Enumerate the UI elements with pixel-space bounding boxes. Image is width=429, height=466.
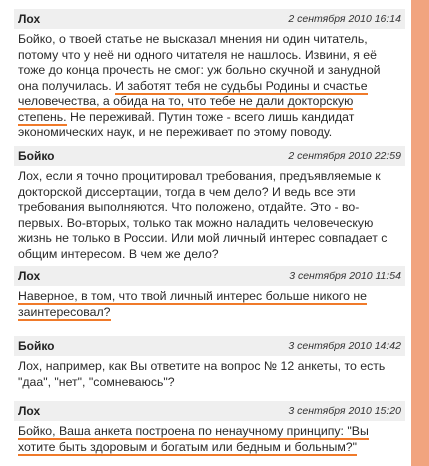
comment-line: тоже до конца прочесть не смог: уж больно скучной и занудной [18, 63, 381, 77]
comment-date: 2 сентября 2010 22:59 [288, 150, 401, 162]
comment-line: экономических наук, и не переживает по этому поводу. [18, 125, 333, 139]
comment-line: Лох, например, как Вы ответите на вопрос № 12 анкеты, то есть [18, 359, 386, 373]
comment-body [0, 421, 405, 455]
highlighted-quote: Бойко, Ваша анкета построена по ненаучному принципу: "Вы [18, 424, 369, 438]
comment-header [14, 266, 405, 286]
decorative-side-stripe [411, 0, 429, 466]
comment-item [0, 146, 405, 262]
comment-body [0, 356, 405, 390]
comment-item [0, 266, 405, 320]
comment-line [18, 424, 401, 440]
comment-item [0, 9, 405, 141]
comment-line [18, 289, 401, 305]
comment-body [0, 29, 405, 141]
highlighted-quote: степень. [18, 109, 67, 124]
comment-line: степень. Не переживай. Путин тоже - всего лишь кандидат [18, 109, 355, 124]
comment-body [0, 166, 405, 262]
comment-date: 3 сентября 2010 15:20 [288, 405, 401, 417]
comment-line: потому что у неё ни одного читателя не нашлось. Извини, я её [18, 47, 377, 62]
comment-date: 3 сентября 2010 14:42 [288, 340, 401, 352]
comment-line: общим интересом. В чем же дело? [18, 246, 219, 261]
comment-author: Лох [18, 12, 41, 26]
highlighted-quote: Наверное, в том, что твой личный интерес больше никого не [18, 289, 368, 303]
comment-date: 3 сентября 2010 11:54 [289, 270, 401, 282]
highlighted-quote: заинтересовал? [18, 304, 111, 319]
comment-line: "даа", "нет", "сомневаюсь"? [18, 374, 175, 389]
comment-header [14, 9, 405, 29]
comment-header [14, 401, 405, 421]
comment-body [0, 286, 405, 320]
comment-line [18, 305, 401, 321]
comment-line: Бойко, о твоей статье не высказал мнения ни один читатель, [18, 32, 368, 46]
comment-line [18, 94, 401, 110]
comment-item [0, 336, 405, 390]
comment-line: докторской диссертации, тогда в чем дело? И ведь все эти [18, 184, 356, 199]
highlighted-quote: человечества, а обида на то, что тебе не дали докторскую [18, 94, 354, 108]
comment-header [14, 146, 405, 166]
highlighted-quote: хотите быть здоровым и богатым или бедным и больным?" [18, 439, 358, 454]
comment-author: Бойко [18, 149, 55, 163]
comment-author: Бойко [18, 339, 55, 353]
comment-line: Лох, если я точно процитировал требования, предъявляемые к [18, 169, 381, 183]
comment-line: первых. Во-вторых, только так можно наладить человеческую [18, 215, 374, 230]
comment-author: Лох [18, 269, 41, 283]
comment-line: она получилась. И заботят тебя не судьбы Родины и счастье [18, 78, 368, 93]
comment-line: жизнь не только в России. Или мой личный интерес совпадает с [18, 231, 388, 245]
comment-header [14, 336, 405, 356]
comment-line [18, 440, 401, 456]
comment-line: требования выполняются. Что положено, отдайте. Это - во- [18, 200, 360, 214]
comment-date: 2 сентября 2010 16:14 [288, 13, 401, 25]
comment-author: Лох [18, 404, 41, 418]
highlighted-quote: И заботят тебя не судьбы Родины и счастье [115, 78, 368, 93]
comment-item [0, 401, 405, 455]
